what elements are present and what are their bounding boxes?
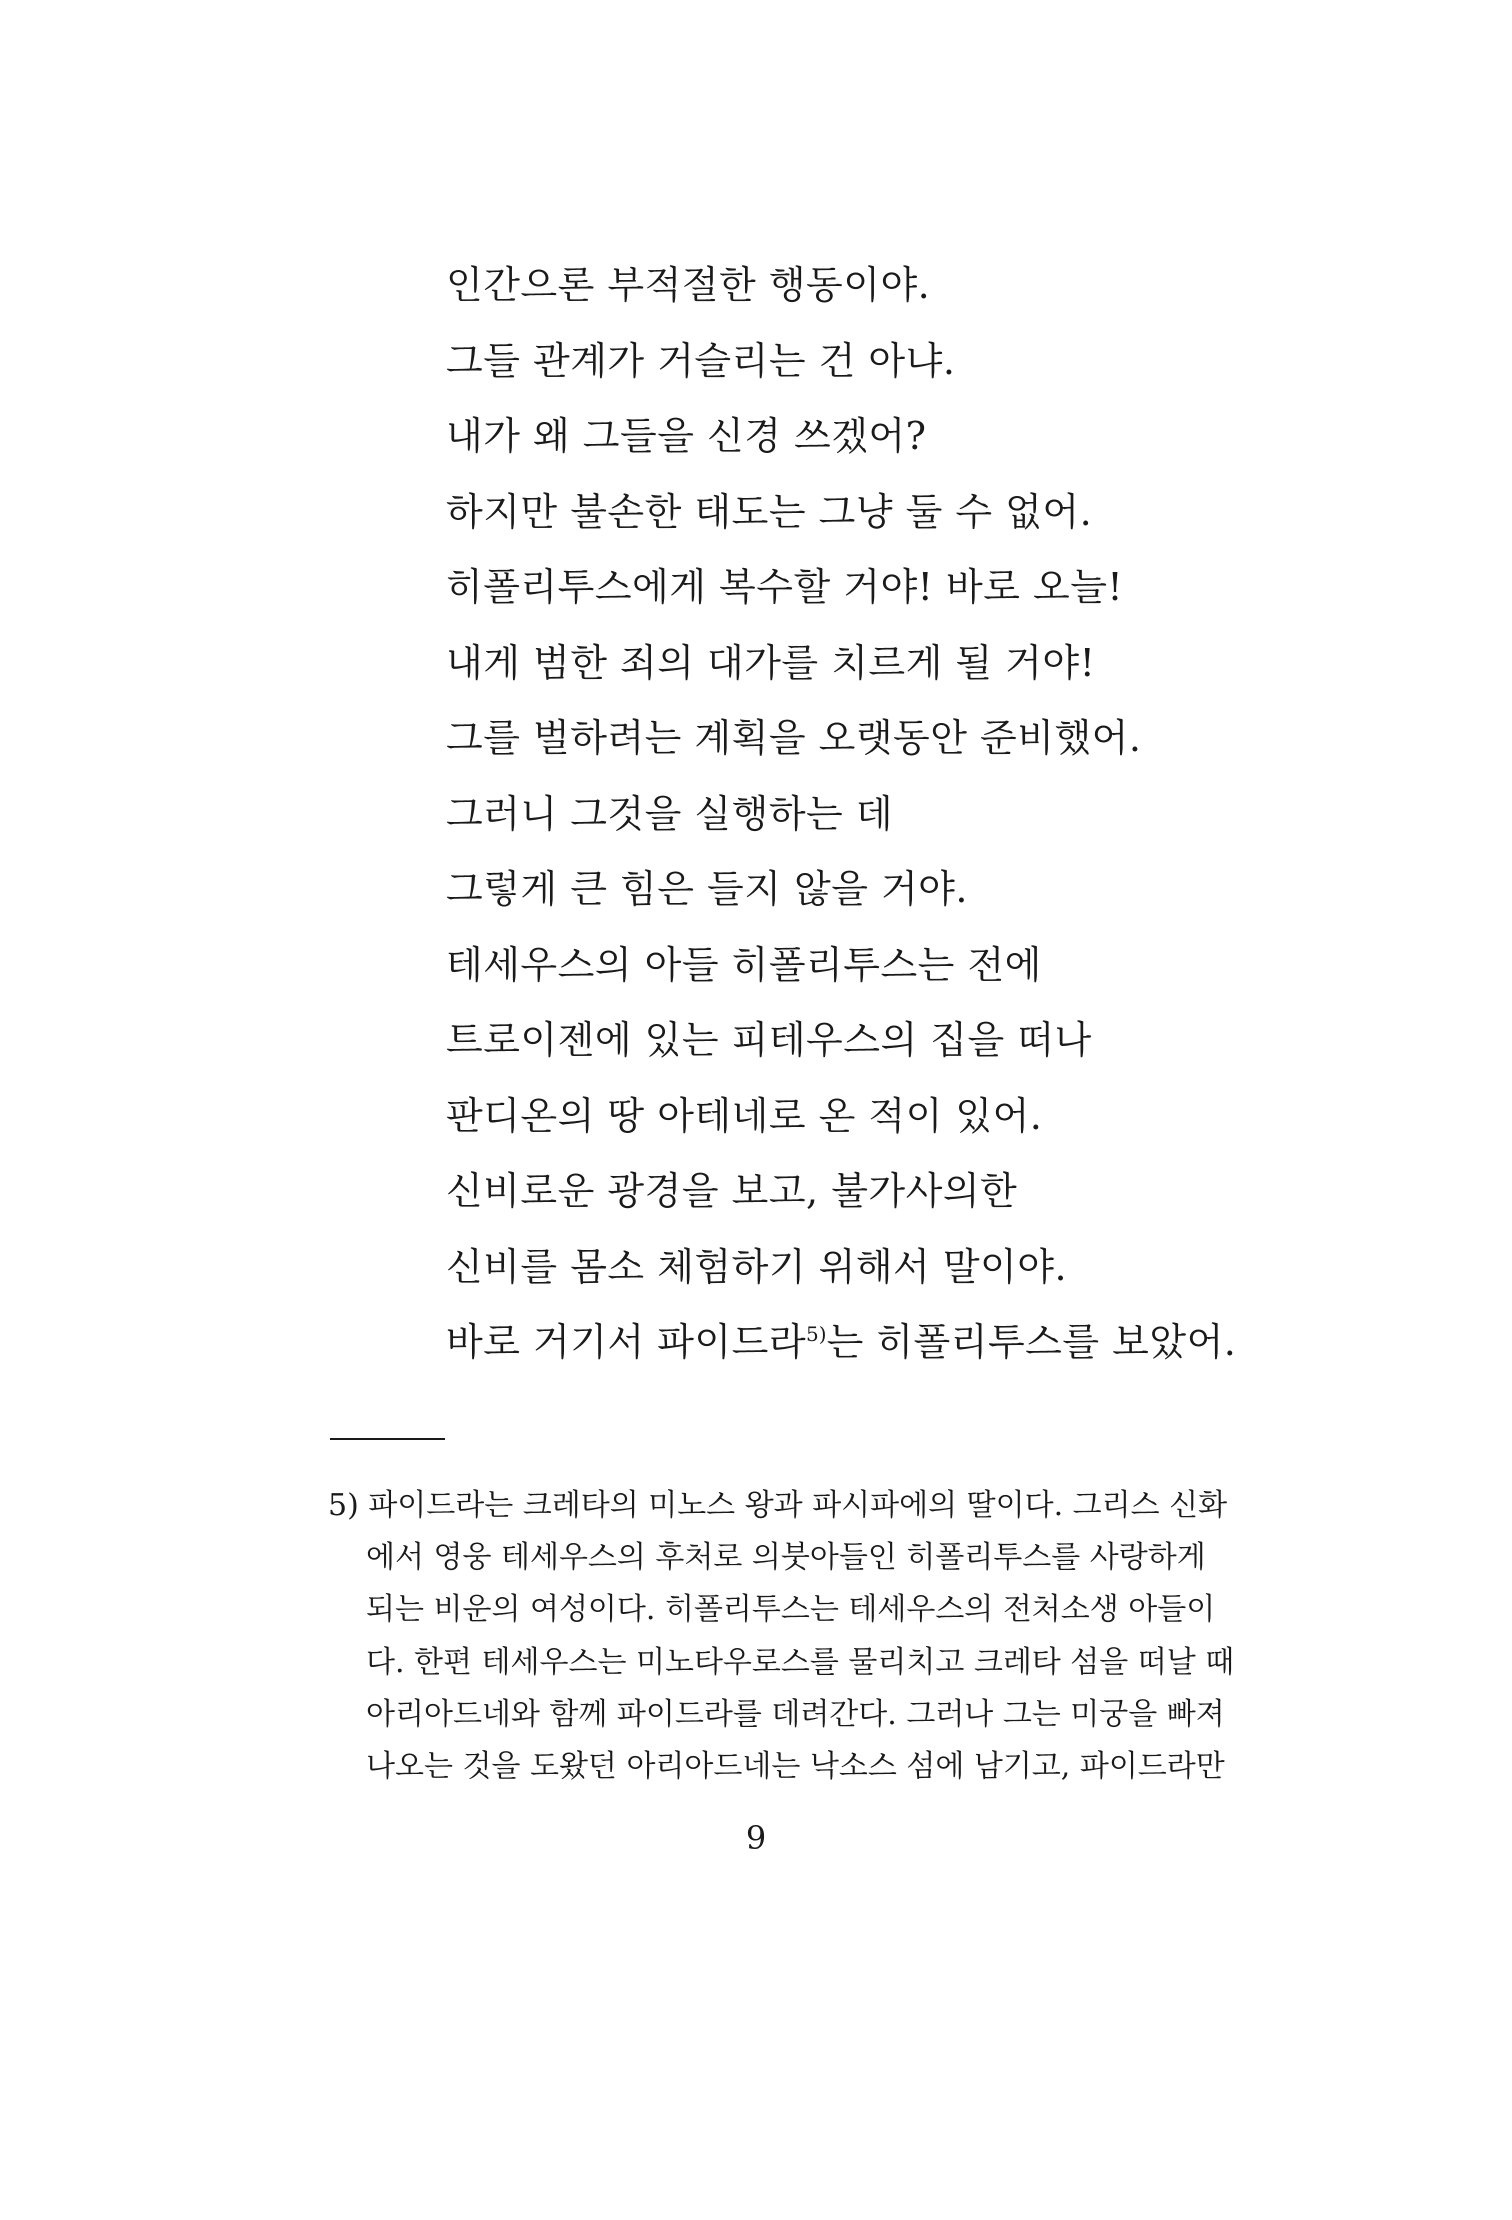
verse-line: 그러니 그것을 실행하는 데 [446,791,894,836]
verse-line: 하지만 불손한 태도는 그냥 둘 수 없어. [446,489,1093,534]
verse-line: 신비로운 광경을 보고, 불가사의한 [446,1169,1018,1213]
footnote-divider [330,1438,445,1440]
verse-line: 그렇게 큰 힘은 들지 않을 거야. [446,867,968,911]
verse-text: 바로 거기서 파이드라 [446,1320,807,1364]
verse-line: 판디온의 땅 아테네로 온 적이 있어. [446,1093,1043,1138]
footnote-line: 다. 한편 테세우스는 미노타우로스를 물리치고 크레타 섬을 떠날 때 [366,1644,1235,1680]
verse-line: 신비를 몸소 체험하기 위해서 말이야. [446,1244,1068,1289]
verse-text: 는 히폴리투스를 보았어. [826,1320,1237,1364]
footnote [328,1480,1268,1793]
verse-block [446,248,1446,1381]
verse-line: 인간으론 부적절한 행동이야. [446,263,931,307]
verse-line: 히폴리투스에게 복수할 거야! 바로 오늘! [446,565,1124,609]
footnote-line: 아리아드네와 함께 파이드라를 데려간다. 그러나 그는 미궁을 빠져 [366,1696,1225,1732]
verse-line: 내가 왜 그들을 신경 쓰겠어? [446,414,927,458]
verse-line: 그들 관계가 거슬리는 건 아냐. [446,338,956,383]
footnote-line: 나오는 것을 도왔던 아리아드네는 낙소스 섬에 남기고, 파이드라만 [366,1748,1225,1784]
verse-line: 테세우스의 아들 히폴리투스는 전에 [446,942,1042,987]
footnote-line: 5) 파이드라는 크레타의 미노스 왕과 파시파에의 딸이다. 그리스 신화 [328,1488,1228,1523]
verse-line-last [446,1305,1446,1381]
footnote-reference[interactable]: 5) [806,1322,827,1346]
verse-line: 내게 범한 죄의 대가를 치르게 될 거야! [446,640,1096,685]
footnote-line: 되는 비운의 여성이다. 히폴리투스는 테세우스의 전처소생 아들이 [366,1592,1216,1628]
page-number: 9 [745,1819,767,1857]
verse-line: 그를 벌하려는 계획을 오랫동안 준비했어. [446,716,1142,760]
footnote-line: 에서 영웅 테세우스의 후처로 의붓아들인 히폴리투스를 사랑하게 [366,1540,1206,1576]
verse-line: 트로이젠에 있는 피테우스의 집을 떠나 [446,1018,1092,1062]
